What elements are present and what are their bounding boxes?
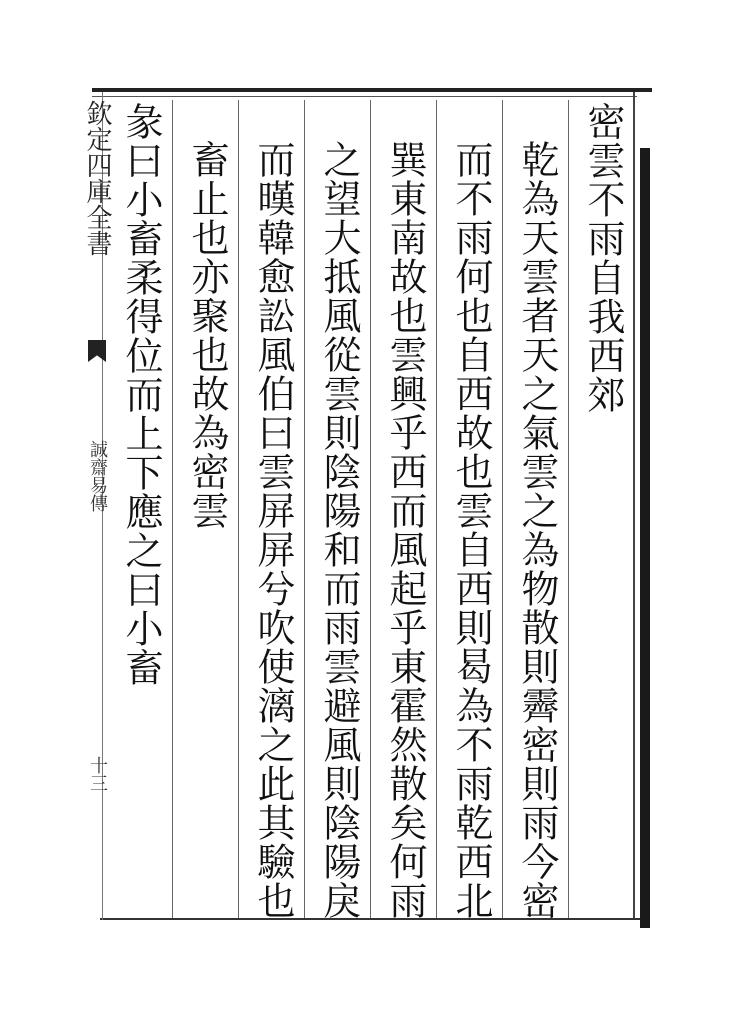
text-column-7: 畜止也亦聚也故為密雲 xyxy=(185,140,229,530)
column-rule xyxy=(238,100,239,918)
frame-top-inner-border xyxy=(92,96,637,97)
margin-section-title: 誠齋易傳 xyxy=(87,440,108,512)
column-rule xyxy=(436,100,437,918)
column-rule xyxy=(172,100,173,918)
column-rule xyxy=(304,100,305,918)
column-rule xyxy=(568,100,569,918)
frame-top-border xyxy=(92,88,652,92)
text-column-2: 乾為天雲者天之氣雲之為物散則霽密則雨今密 xyxy=(515,140,559,920)
margin-book-title: 欽定四庫全書 xyxy=(82,100,112,256)
text-column-3: 而不雨何也自西故也雲自西則曷為不雨乾西北 xyxy=(449,140,493,920)
column-rule xyxy=(502,100,503,918)
frame-right-inner-border xyxy=(633,92,635,918)
margin-page-number: 十三 xyxy=(87,756,108,792)
frame-right-border xyxy=(640,148,650,928)
text-column-5: 之望大抵風從雲則陰陽和而雨雲避風則陰陽戾 xyxy=(317,140,361,920)
column-rule xyxy=(370,100,371,918)
text-column-1: 密雲不雨自我西郊 xyxy=(581,102,625,414)
text-column-4: 巽東南故也雲興乎西而風起乎東霍然散矣何雨 xyxy=(383,140,427,920)
text-column-8: 彖曰小畜柔得位而上下應之曰小畜 xyxy=(119,102,163,687)
text-column-6: 而暵韓愈訟風伯曰雲屏屏兮吹使漓之此其驗也 xyxy=(251,140,295,920)
